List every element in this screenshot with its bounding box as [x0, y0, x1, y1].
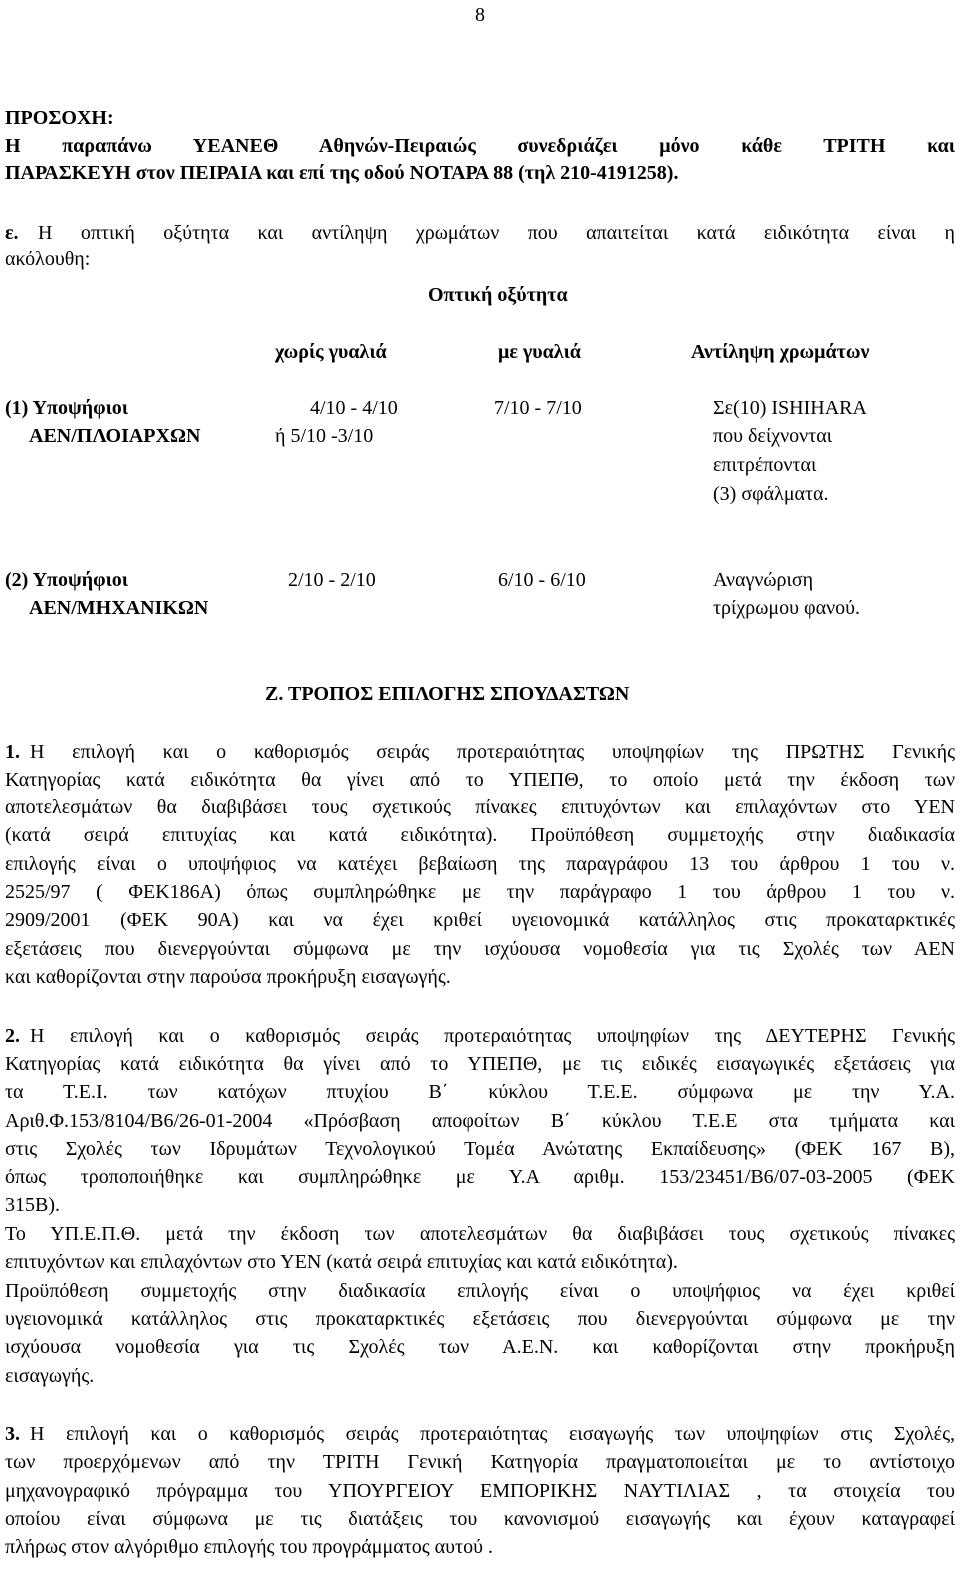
- row2-without-1: 2/10 - 2/10: [288, 569, 376, 591]
- p3-line-5: πλήρως στον αλγόριθμο επιλογής του προγράμματος αυτού .: [5, 1536, 493, 1558]
- section-e-line-2: ακόλουθη:: [5, 248, 91, 270]
- section-e-marker: ε.: [5, 222, 19, 244]
- row1-color-2: που δείχνονται: [713, 425, 833, 447]
- row2-color-2: τρίχρωμου φανού.: [713, 597, 861, 619]
- page-number: 8: [475, 4, 485, 26]
- p2-line-11: υγειονομικά κατάλληλος στις προκαταρκτικές εξετάσεις που διενεργούνται σύμφωνα με την: [5, 1308, 955, 1330]
- p1-line-2: Κατηγορίας κατά ειδικότητα θα γίνει από το ΥΠΕΠΘ, το οποίο μετά την έκδοση των: [5, 769, 955, 791]
- p3-line-2: των προερχόμενων από την ΤΡΙΤΗ Γενική Κατηγορία πραγματοποιείται με το αντίστοιχο: [5, 1451, 955, 1473]
- p1-line-7: 2909/2001 (ΦΕΚ 90Α) και να έχει κριθεί υγειονομικά κατάλληλος στις προκαταρκτικές: [5, 909, 955, 931]
- row1-without-2: ή 5/10 -3/10: [275, 425, 374, 447]
- p2-line-2: Κατηγορίας κατά ειδικότητα θα γίνει από το ΥΠΕΠΘ, με τις ειδικές εισαγωγικές εξετάσεις για: [5, 1053, 955, 1075]
- p2-line-10: Προϋπόθεση συμμετοχής στην διαδικασία επιλογής είναι ο υποψήφιος να έχει κριθεί: [5, 1280, 955, 1302]
- p3-line-4: οποίου είναι σύμφωνα με τις διατάξεις του κανονισμού εισαγωγής και έχουν καταγραφεί: [5, 1508, 955, 1530]
- p1-number: 1.: [5, 741, 20, 763]
- p3-line-3: μηχανογραφικό πρόγραμμα του ΥΠΟΥΡΓΕΙΟΥ ΕΜΠΟΡΙΚΗΣ ΝΑΥΤΙΛΙΑΣ , τα στοιχεία του: [5, 1480, 955, 1502]
- p2-line-9: επιτυχόντων και επιλαχόντων στο ΥΕΝ (κατά σειρά επιτυχίας και κατά ειδικότητα).: [5, 1251, 678, 1273]
- p1-line-6: 2525/97 ( ΦΕΚ186Α) όπως συμπληρώθηκε με την παράγραφο 1 του άρθρου 1 του ν.: [5, 881, 955, 903]
- p1-line-9: και καθορίζονται στην παρούσα προκήρυξη εισαγωγής.: [5, 966, 451, 988]
- p1-line-5: επιλογής είναι ο υποψήφιος να κατέχει βεβαίωση της παραγράφου 13 του άρθρου 1 του ν.: [5, 853, 955, 875]
- col-color-perception: Αντίληψη χρωμάτων: [691, 341, 870, 363]
- p1-line-1: Η επιλογή και ο καθορισμός σειράς προτεραιότητας υποψηφίων της ΠΡΩΤΗΣ Γενικής: [30, 741, 955, 763]
- p2-line-13: εισαγωγής.: [5, 1365, 95, 1387]
- p2-line-1: Η επιλογή και ο καθορισμός σειράς προτεραιότητας υποψηφίων της ΔΕΥΤΕΡΗΣ Γενικής: [30, 1025, 955, 1047]
- row2-with: 6/10 - 6/10: [498, 569, 586, 591]
- row1-label-1: (1) Υποψήφιοι: [5, 397, 128, 419]
- p3-number: 3.: [5, 1423, 20, 1445]
- col-with-glasses: με γυαλιά: [498, 341, 581, 363]
- section-z-heading: Ζ. ΤΡΟΠΟΣ ΕΠΙΛΟΓΗΣ ΣΠΟΥΔΑΣΤΩΝ: [265, 683, 630, 705]
- p2-number: 2.: [5, 1025, 20, 1047]
- row1-with: 7/10 - 7/10: [494, 397, 582, 419]
- vision-table-title: Οπτική οξύτητα: [428, 284, 568, 306]
- section-e-line-1: Η οπτική οξύτητα και αντίληψη χρωμάτων που απαιτείται κατά ειδικότητα είναι η: [38, 222, 955, 244]
- row1-color-3: επιτρέπονται: [713, 454, 817, 476]
- p1-line-4: (κατά σειρά επιτυχίας και κατά ειδικότητα). Προϋπόθεση συμμετοχής στην διαδικασία: [5, 824, 955, 846]
- attention-line-1: Η παραπάνω ΥΕΑΝΕΘ Αθηνών-Πειραιώς συνεδριάζει μόνο κάθε ΤΡΙΤΗ και: [5, 135, 955, 157]
- col-without-glasses: χωρίς γυαλιά: [275, 341, 387, 363]
- row1-label-2: ΑΕΝ/ΠΛΟΙΑΡΧΩΝ: [29, 425, 201, 447]
- row2-color-1: Αναγνώριση: [713, 569, 814, 591]
- p2-line-8: Το ΥΠ.Ε.Π.Θ. μετά την έκδοση των αποτελεσμάτων θα διαβιβάσει τους σχετικούς πίνακες: [5, 1223, 955, 1245]
- row1-color-4: (3) σφάλματα.: [713, 483, 829, 505]
- row1-color-1: Σε(10) ISHIHARA: [713, 397, 867, 419]
- row2-label-1: (2) Υποψήφιοι: [5, 569, 128, 591]
- p2-line-5: στις Σχολές των Ιδρυμάτων Τεχνολογικού Τομέα Ανώτατης Εκπαίδευσης» (ΦΕΚ 167 Β),: [5, 1138, 955, 1160]
- row1-without-1: 4/10 - 4/10: [310, 397, 398, 419]
- p1-line-3: αποτελεσμάτων θα διαβιβάσει τους σχετικούς πίνακες επιτυχόντων και επιλαχόντων στο ΥΕΝ: [5, 796, 955, 818]
- p1-line-8: εξετάσεις που διενεργούνται σύμφωνα με την ισχύουσα νομοθεσία για τις Σχολές των ΑΕΝ: [5, 938, 955, 960]
- p3-line-1: Η επιλογή και ο καθορισμός σειράς προτεραιότητας εισαγωγής των υποψηφίων στις Σχολές,: [30, 1423, 955, 1445]
- p2-line-12: ισχύουσα νομοθεσία για τις Σχολές των Α.Ε.Ν. και καθορίζονται στην προκήρυξη: [5, 1336, 955, 1358]
- p2-line-7: 315Β).: [5, 1194, 60, 1216]
- attention-line-2: ΠΑΡΑΣΚΕΥΗ στον ΠΕΙΡΑΙΑ και επί της οδού ΝΟΤΑΡΑ 88 (τηλ 210-4191258).: [5, 162, 679, 184]
- p2-line-3: τα Τ.Ε.Ι. των κατόχων πτυχίου Β΄ κύκλου Τ.Ε.Ε. σύμφωνα με την Υ.Α.: [5, 1081, 955, 1103]
- attention-heading: ΠΡΟΣΟΧΗ:: [5, 107, 114, 129]
- row2-label-2: ΑΕΝ/ΜΗΧΑΝΙΚΩΝ: [29, 597, 209, 619]
- p2-line-6: όπως τροποποιήθηκε και συμπληρώθηκε με Υ.Α αριθμ. 153/23451/Β6/07-03-2005 (ΦΕΚ: [5, 1166, 955, 1188]
- p2-line-4: Αριθ.Φ.153/8104/Β6/26-01-2004 «Πρόσβαση αποφοίτων Β΄ κύκλου Τ.Ε.Ε στα τμήματα και: [5, 1110, 955, 1132]
